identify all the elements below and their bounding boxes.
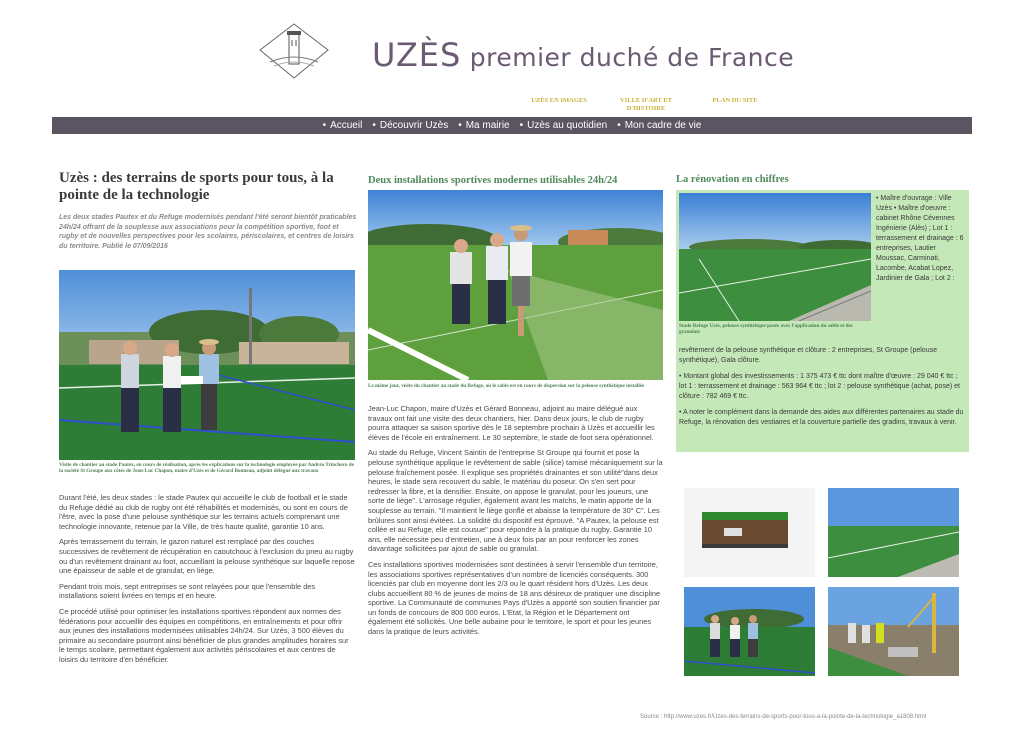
article-lead: Les deux stades Pautex et du Refuge modernisés pendant l'été seront bientôt praticables 24h/24 offrant de la souplesse aux associations pour la compétition sportive, foot et rugby et de nouvelles perspectives pour les scolaires, périscolaires, et centres de loisirs du territoire. Publié le 07/09/2016 — [59, 214, 357, 250]
article-title: Uzès : des terrains de sports pour tous, à la pointe de la technologie — [59, 170, 334, 203]
gallery-photo-2[interactable] — [828, 488, 959, 577]
source-line[interactable]: Source : http://www.uzes.fr/Uzes-des-terrains-de-sports-pour-tous-a-la-pointe-de-la-technologie_a1808.html — [640, 714, 927, 720]
photo3-caption: Stade Refuge Uzès, pelouse synthétique posée avec l'application du sable et des granulats — [679, 323, 853, 336]
paragraph: Durant l'été, les deux stades : le stade Pautex qui accueille le club de football et le stade du Refuge dédié au club de rugby ont été réhabilités et modernisés, ou sont en cours de l'être, avec la pose d'une pelouse synthétique sur les terrains actuels comprenant une technologie innovante, retenue par la Ville, de très haute qualité, garantie 10 ans. — [59, 493, 348, 531]
box-paragraph: revêtement de la pelouse synthétique et clôture : 2 entreprises, St Groupe (pelouse synthétique), Gala clôture. — [679, 347, 937, 364]
gallery-photo-3[interactable] — [684, 587, 815, 676]
site-title-tagline: premier duché de France — [469, 43, 795, 72]
paragraph: Ces installations sportives modernisées sont destinées à servir l'ensemble d'un territoire, les associations sportives représentatives d'un nombre de licenciés conséquents. 300 licenciés par club en moyenne dont les 2/3 ou le quart résident hors d'Uzès. Les deux clubs accueillent 80 % de jeunes de moins de 18 ans désireux de pratiquer une discipline sportive. La Communauté de communes Pays d'Uzès a apporté son soutien financier par un fonds de concours de 800 000 euros. L'Etat, la Région et le Département ont également été sollicités. Une belle aubaine pour le territoire, le sport et pour les jeunes dans la pratique de leurs activités. — [368, 559, 661, 637]
nav-item-quotidien[interactable]: • Uzès au quotidien — [520, 120, 608, 131]
gallery-photo-1[interactable] — [684, 488, 815, 577]
nav-item-ma-mairie[interactable]: • Ma mairie — [458, 120, 509, 131]
paragraph: Ce procédé utilisé pour optimiser les installations sportives répondent aux normes des fédérations pour accueillir des équipes en compétitions, en entraînements et pour offrir aux jeunes des installations modernisées utilisables 24h/24. Sur Uzès, 3 500 élèves du primaire au secondaire pourront ainsi bénéficier de plus grandes amplitudes horaires sur le temps scolaire, permettant également aux activités périscolaires et aux centres de loisirs du territoire d'en bénéficier. — [59, 606, 349, 664]
paragraph: Après terrassement du terrain, le gazon naturel est remplacé par des couches successives de revêtement de récupération en caoutchouc à l'exclusion du pneu au rugby ou d'un revêtement drainant au foot, accueillant la pelouse synthétique sur laquelle repose une épaisseur de sable et de granulat, en liège. — [59, 537, 355, 576]
col3-heading: La rénovation en chiffres — [676, 174, 789, 185]
link-ville-art-histoire[interactable]: VILLE D'ART ET D'HISTOIRE — [619, 97, 673, 112]
box-full-text — [679, 346, 965, 434]
article-col2-body — [368, 404, 663, 643]
box-side-text: • Maître d'ouvrage : Ville Uzès • Maître d'oeuvre : cabinet Rhône Cévennes Ingénierie (Alès) ; Lot 1 : terrassement et drainage : 6 entreprises, Lautier Moussac, Carminati, Lacombe, Acabat Lopez, Jardinier de Gala ; Lot 2 : — [876, 195, 964, 282]
paragraph: Jean-Luc Chapon, maire d'Uzès et Gérard Bonneau, adjoint au maire délégué aux travaux ont fait une visite des deux chantiers, hier. Dans deux jours, le club de rugby pourra attaquer sa saison sportive dès le 18 septembre prochain à Uzès et accueillir les élèves de l'école en entraînement. Le 30 septembre, le stade de foot sera opérationnel. — [368, 404, 655, 442]
photo2-caption: Le même jour, visite du chantier au stade du Refuge, où le sable est en cours de dispersion sur la pelouse synthétique installée — [368, 383, 645, 389]
link-uzes-en-images[interactable]: UZÈS EN IMAGES — [531, 97, 587, 104]
link-plan-du-site[interactable]: PLAN DU SITE — [712, 97, 758, 104]
site-title — [372, 36, 794, 74]
renovation-figures-box — [676, 190, 969, 452]
photo-stade-pautex — [59, 270, 355, 460]
col2-heading: Deux installations sportives modernes utilisables 24h/24 — [368, 175, 618, 186]
paragraph: Pendant trois mois, sept entreprises se sont relayées pour que l'ensemble des installations soient livrées en temps et en heure. — [59, 581, 316, 601]
article-col1-body — [59, 493, 355, 671]
paragraph: Au stade du Refuge, Vincent Saintin de l'entreprise St Groupe qui fournit et pose la pelouse synthétique applique le revêtement de sable (silice) tamisé mécaniquement sur la pelouse fraîchement posée. Il explique ses propriétés drainantes et son utilité"dans deux heures, le stade sera recouvert du sable, le matériau du poseur. On s'en sert pour redresser la fibre, et la densifier. Ensuite, on appose le granulat, pour les joueurs, une sorte de liège". L'arrosage régulier, également avant les matchs, le matin apporte de la souplesse au terrain. "Il maintient le liège gonflé et abaisse la température de 30° C". Les brûlures sont ainsi évitées. La solidité du dispositif est éprouvé. "A Pautex, la pelouse est collée et au Refuge, elle est cousue" pour répondre à la pratique du rugby. Garantie 10 ans, elle nécessite peu d'entretien, une à deux fois par an pour renforcer les zones davantage sollicitées par ajout de sable ou granulat. — [368, 448, 663, 554]
box-paragraph: • Montant global des investissements : 1 375 473 € ttc dont maître d'œuvre : 29 040 € ttc ; lot 1 : terrassement et drainage : 563 964 € ttc ; lot 2 : pelouse synthétique (achat, pose) et clôture : 782 469 € ttc. — [679, 373, 960, 400]
main-nav — [52, 117, 972, 134]
gallery-photo-4[interactable] — [828, 587, 959, 676]
nav-item-cadre-de-vie[interactable]: • Mon cadre de vie — [617, 120, 701, 131]
photo-stade-refuge — [368, 190, 663, 380]
box-paragraph: • A noter le complément dans la demande des aides aux différentes partenaires au stade du Refuge, la rénovation des vestiaires et la couverture partielle des gradins, travaux à venir. — [679, 409, 964, 426]
site-title-main: UZÈS — [372, 36, 462, 74]
nav-item-accueil[interactable]: • Accueil — [323, 120, 363, 131]
site-logo[interactable] — [258, 22, 330, 80]
photo-refuge-pelouse — [679, 193, 871, 321]
nav-item-decouvrir[interactable]: • Découvrir Uzès — [372, 120, 448, 131]
photo1-caption: Visite de chantier au stade Pautex, en cours de réalisation, après les explications sur la technologie employée par Andréa Trinchero de la société St Groupe aux côtés de Jean-Luc Chapon, maire d'Uzès et de Gérard Bonneau, adjoint délégué aux travaux — [59, 462, 354, 475]
